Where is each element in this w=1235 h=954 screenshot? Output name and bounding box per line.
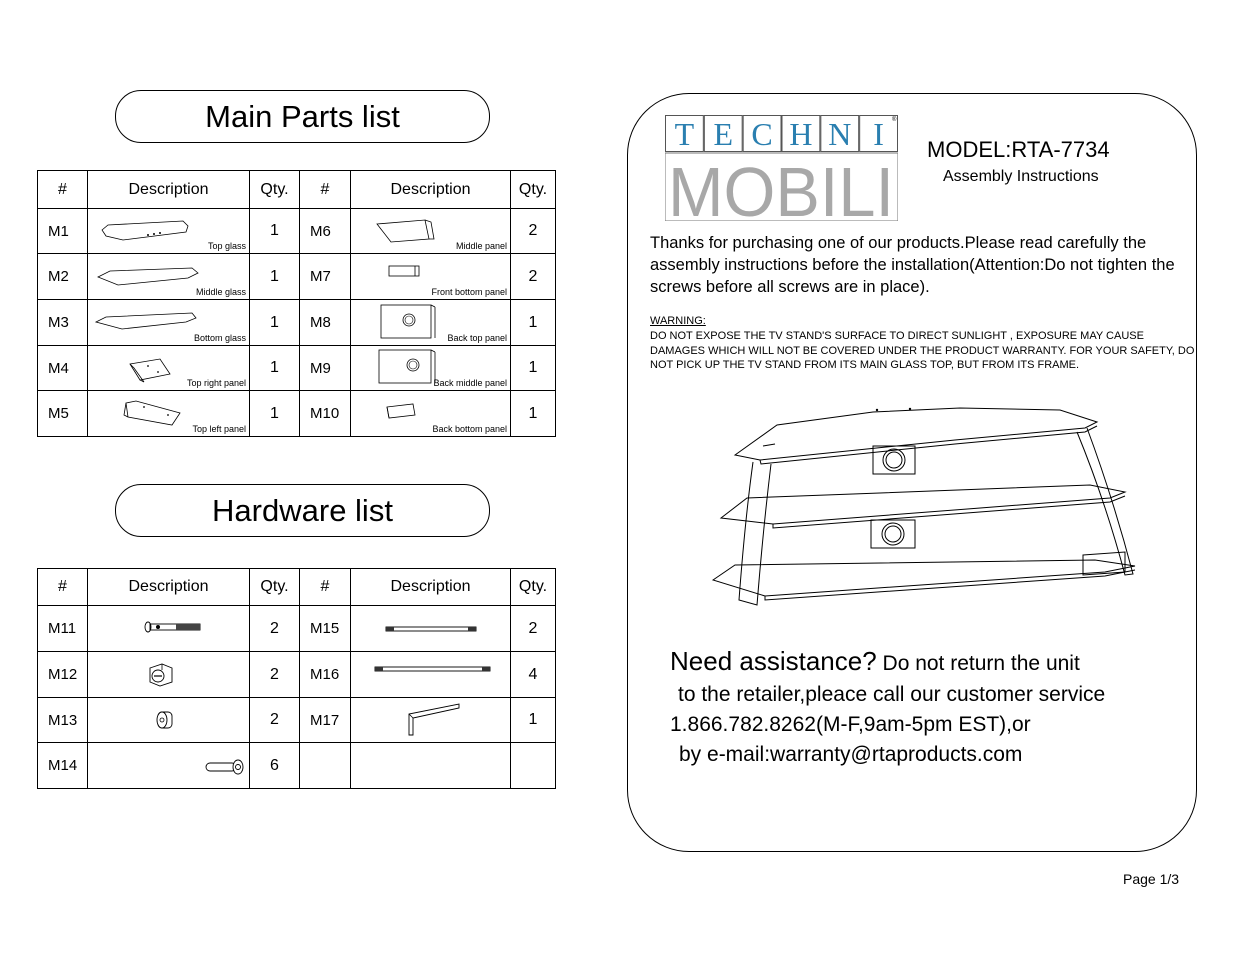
main-parts-table bbox=[37, 170, 556, 437]
part-id: M7 bbox=[300, 254, 351, 300]
col-header: Qty. bbox=[250, 171, 300, 209]
tv-stand-drawing bbox=[705, 400, 1145, 625]
part-id: M8 bbox=[300, 300, 351, 346]
logo-letter: T bbox=[674, 116, 695, 152]
document-subtitle: Assembly Instructions bbox=[943, 168, 1099, 185]
main-parts-title: Main Parts list bbox=[115, 90, 490, 143]
assistance-line-2: to the retailer,pleace call our customer service bbox=[678, 683, 1106, 706]
assistance-line-1-rest: Do not return the unit bbox=[876, 652, 1080, 675]
part-qty: 2 bbox=[250, 606, 300, 652]
part-id bbox=[300, 743, 351, 789]
hardware-description bbox=[88, 606, 250, 652]
part-id: M5 bbox=[38, 391, 88, 437]
table-row bbox=[38, 391, 556, 437]
col-header: Qty. bbox=[511, 569, 556, 606]
part-description bbox=[351, 346, 511, 391]
col-header: Description bbox=[88, 171, 250, 209]
part-label: Bottom glass bbox=[193, 333, 246, 343]
registered-mark: ® bbox=[892, 117, 897, 123]
part-label: Top left panel bbox=[192, 424, 246, 434]
part-description bbox=[88, 346, 250, 391]
part-description bbox=[351, 391, 511, 437]
col-header: # bbox=[38, 569, 88, 606]
part-id: M16 bbox=[300, 652, 351, 698]
assistance-email: by e-mail:warranty@rtaproducts.com bbox=[679, 743, 1023, 766]
col-header: Qty. bbox=[250, 569, 300, 606]
part-qty: 2 bbox=[511, 606, 556, 652]
table-row bbox=[38, 743, 556, 789]
part-id: M12 bbox=[38, 652, 88, 698]
part-id: M13 bbox=[38, 698, 88, 743]
col-header: Qty. bbox=[511, 171, 556, 209]
logo-letter: E bbox=[713, 116, 734, 152]
part-description bbox=[88, 391, 250, 437]
table-row bbox=[38, 346, 556, 391]
col-header: # bbox=[300, 171, 351, 209]
assistance-headline: Need assistance? bbox=[670, 646, 877, 676]
part-qty: 1 bbox=[250, 346, 300, 391]
logo-letter: N bbox=[828, 116, 852, 152]
barrel-nut-icon bbox=[88, 698, 250, 743]
part-qty: 1 bbox=[511, 391, 556, 437]
part-label: Back middle panel bbox=[433, 378, 507, 388]
part-id: M1 bbox=[38, 209, 88, 254]
part-qty: 6 bbox=[250, 743, 300, 789]
logo-letter: C bbox=[751, 116, 773, 152]
hardware-description bbox=[88, 652, 250, 698]
hardware-description bbox=[351, 606, 511, 652]
part-description bbox=[88, 209, 250, 254]
hardware-description bbox=[351, 698, 511, 743]
table-row bbox=[38, 209, 556, 254]
logo-letter: H bbox=[789, 116, 813, 152]
part-id: M17 bbox=[300, 698, 351, 743]
thanks-paragraph: Thanks for purchasing one of our products.Please read carefully the assembly instructions before the installation(Attention:Do not tighten the screws before all screws are in place). bbox=[650, 234, 1175, 296]
assistance-line-1 bbox=[670, 646, 1080, 677]
part-description bbox=[351, 300, 511, 346]
part-qty: 1 bbox=[250, 300, 300, 346]
tv-stand-illustration bbox=[705, 400, 1145, 630]
part-id: M9 bbox=[300, 346, 351, 391]
part-id: M14 bbox=[38, 743, 88, 789]
part-description bbox=[88, 300, 250, 346]
table-row bbox=[38, 254, 556, 300]
part-label: Middle glass bbox=[195, 287, 246, 297]
hardware-title: Hardware list bbox=[115, 484, 490, 537]
part-qty: 2 bbox=[250, 652, 300, 698]
hardware-description bbox=[88, 698, 250, 743]
part-id: M2 bbox=[38, 254, 88, 300]
part-description bbox=[351, 254, 511, 300]
hardware-description bbox=[351, 652, 511, 698]
part-qty: 4 bbox=[511, 652, 556, 698]
long-rod-icon bbox=[351, 652, 511, 698]
part-label: Middle panel bbox=[455, 241, 507, 251]
model-number: MODEL:RTA-7734 bbox=[927, 137, 1110, 162]
col-header: Description bbox=[351, 171, 511, 209]
part-id: M3 bbox=[38, 300, 88, 346]
part-qty: 1 bbox=[250, 254, 300, 300]
connector-bolt-icon bbox=[88, 606, 250, 652]
part-qty: 2 bbox=[511, 209, 556, 254]
table-row bbox=[38, 300, 556, 346]
part-qty bbox=[511, 743, 556, 789]
table-row bbox=[38, 698, 556, 743]
short-rod-icon bbox=[351, 606, 511, 652]
col-header: Description bbox=[88, 569, 250, 606]
part-label: Back top panel bbox=[447, 333, 507, 343]
part-qty: 1 bbox=[511, 698, 556, 743]
hardware-description bbox=[88, 743, 250, 789]
part-description bbox=[88, 254, 250, 300]
table-header-row bbox=[38, 569, 556, 606]
part-qty: 1 bbox=[250, 391, 300, 437]
part-label: Top glass bbox=[207, 241, 246, 251]
part-qty: 1 bbox=[250, 209, 300, 254]
hardware-table bbox=[37, 568, 556, 789]
part-id: M11 bbox=[38, 606, 88, 652]
part-qty: 2 bbox=[511, 254, 556, 300]
cam-lock-icon bbox=[88, 652, 250, 698]
part-id: M10 bbox=[300, 391, 351, 437]
allen-key-icon bbox=[351, 698, 511, 743]
col-header: # bbox=[300, 569, 351, 606]
brand-logo-icon bbox=[665, 115, 898, 221]
part-label: Top right panel bbox=[186, 378, 246, 388]
page-number: Page 1/3 bbox=[1123, 871, 1180, 887]
part-id: M15 bbox=[300, 606, 351, 652]
screw-icon bbox=[88, 743, 250, 789]
part-description bbox=[351, 209, 511, 254]
warning-text: DO NOT EXPOSE THE TV STAND'S SURFACE TO DIRECT SUNLIGHT , EXPOSURE MAY CAUSE DAMAGES WHICH WILL NOT BE COVERED UNDER THE PRODUCT WARRANTY. FOR YOUR SAFETY, DO NOT PICK UP THE TV STAND FROM ITS MAIN GLASS TOP, BUT FROM ITS FRAME. bbox=[650, 330, 1195, 371]
col-header: Description bbox=[351, 569, 511, 606]
part-qty: 1 bbox=[511, 300, 556, 346]
table-header-row bbox=[38, 171, 556, 209]
part-qty: 1 bbox=[511, 346, 556, 391]
hardware-description bbox=[351, 743, 511, 789]
assistance-phone: 1.866.782.8262(M-F,9am-5pm EST),or bbox=[670, 713, 1031, 736]
table-row bbox=[38, 606, 556, 652]
part-qty: 2 bbox=[250, 698, 300, 743]
part-id: M6 bbox=[300, 209, 351, 254]
logo-letter: I bbox=[873, 116, 884, 152]
table-row bbox=[38, 652, 556, 698]
warning-heading: WARNING: bbox=[650, 315, 706, 327]
part-id: M4 bbox=[38, 346, 88, 391]
col-header: # bbox=[38, 171, 88, 209]
logo-wordmark: MOBILI bbox=[668, 153, 894, 221]
part-label: Front bottom panel bbox=[431, 287, 507, 297]
techni-mobili-logo bbox=[665, 115, 898, 221]
part-label: Back bottom panel bbox=[432, 424, 507, 434]
